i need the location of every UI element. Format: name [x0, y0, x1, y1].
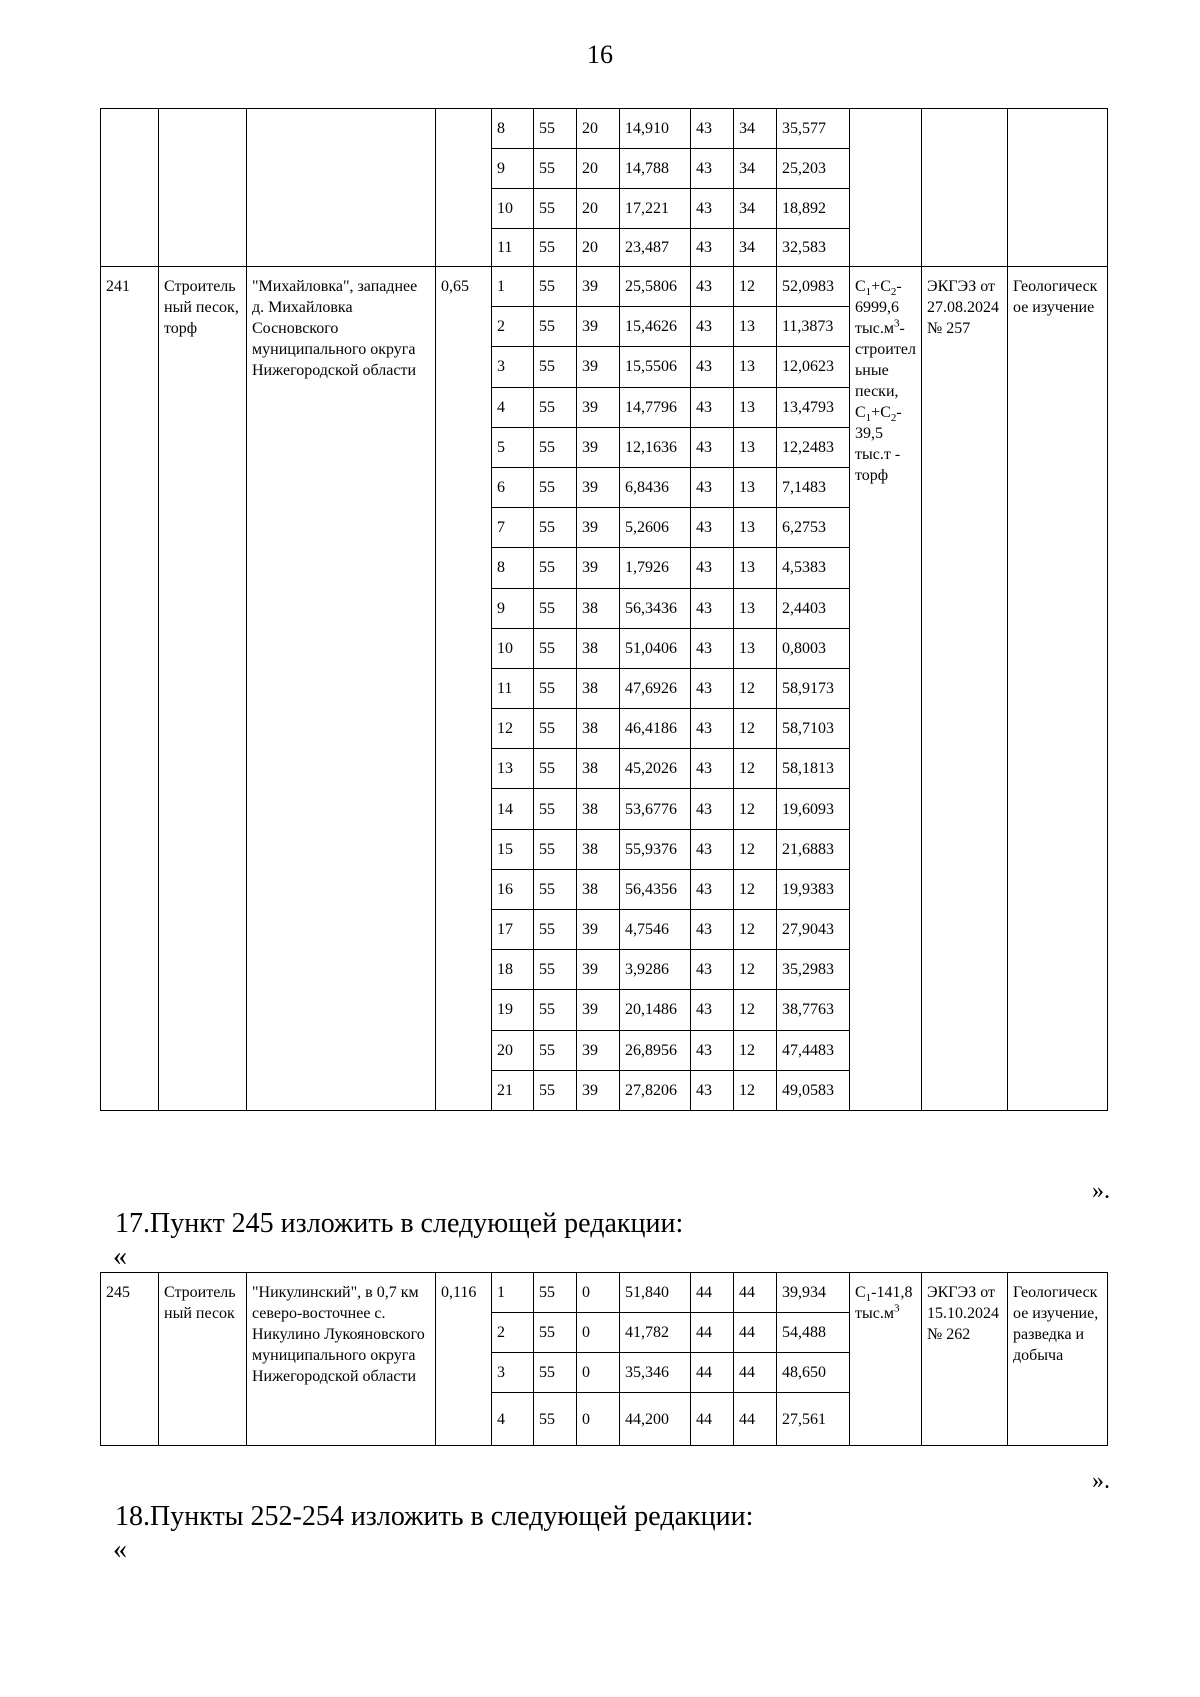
- coord-lon-sec: 25,203: [777, 149, 850, 189]
- coord-lat-sec: 41,782: [620, 1313, 691, 1353]
- closing-quote: ».: [1092, 1178, 1110, 1204]
- coord-lat-min: 20: [577, 229, 620, 267]
- coord-lat-sec: 12,1636: [620, 427, 691, 467]
- coord-lon-sec: 2,4403: [777, 588, 850, 628]
- entry-number: 241: [101, 267, 159, 1111]
- coord-lat-deg: 55: [534, 307, 577, 347]
- coord-point-number: 6: [492, 467, 534, 507]
- coord-lat-deg: 55: [534, 387, 577, 427]
- coord-lat-min: 39: [577, 1030, 620, 1070]
- table-row: [101, 109, 1108, 149]
- coord-lon-min: 13: [734, 307, 777, 347]
- registry-table-1: [100, 108, 1108, 1111]
- coord-lon-sec: 32,583: [777, 229, 850, 267]
- coord-lat-min: 39: [577, 307, 620, 347]
- coord-point-number: 3: [492, 347, 534, 387]
- coord-lat-deg: 55: [534, 1393, 577, 1446]
- reserves-text: 1: [865, 412, 872, 425]
- coord-lat-sec: 20,1486: [620, 990, 691, 1030]
- coord-lon-min: 12: [734, 668, 777, 708]
- mineral-type: Строительный песок, торф: [159, 267, 247, 1111]
- coord-lat-min: 39: [577, 990, 620, 1030]
- coord-lat-sec: 5,2606: [620, 508, 691, 548]
- coord-lon-deg: 43: [691, 307, 734, 347]
- page-number: 16: [587, 40, 613, 69]
- mineral-type: Строительный песок: [159, 1273, 247, 1446]
- coord-point-number: 7: [492, 508, 534, 548]
- coord-lon-sec: 58,7103: [777, 709, 850, 749]
- opening-quote: «: [113, 1534, 127, 1565]
- coord-lon-min: 44: [734, 1273, 777, 1313]
- coord-lat-sec: 51,0406: [620, 628, 691, 668]
- paragraph-17: 17.Пункт 245 изложить в следующей редакции:: [115, 1208, 684, 1239]
- coord-lon-min: 13: [734, 628, 777, 668]
- coord-lon-deg: 43: [691, 467, 734, 507]
- coord-point-number: 9: [492, 149, 534, 189]
- coord-lon-min: 13: [734, 508, 777, 548]
- coord-lat-deg: 55: [534, 109, 577, 149]
- coord-lat-min: 39: [577, 950, 620, 990]
- coord-point-number: 18: [492, 950, 534, 990]
- coord-lon-sec: 27,561: [777, 1393, 850, 1446]
- reserves-text: 2: [890, 412, 897, 425]
- coord-point-number: 4: [492, 387, 534, 427]
- coord-lat-sec: 35,346: [620, 1353, 691, 1393]
- coord-lon-min: 12: [734, 749, 777, 789]
- coord-lat-deg: 55: [534, 588, 577, 628]
- coord-point-number: 3: [492, 1353, 534, 1393]
- coord-lon-deg: 43: [691, 869, 734, 909]
- paragraph-18: 18.Пункты 252-254 изложить в следующей редакции:: [115, 1501, 754, 1532]
- coord-point-number: 12: [492, 709, 534, 749]
- coord-lat-sec: 14,910: [620, 109, 691, 149]
- coord-point-number: 16: [492, 869, 534, 909]
- coord-point-number: 11: [492, 229, 534, 267]
- coord-lat-min: 38: [577, 668, 620, 708]
- coord-lat-sec: 44,200: [620, 1393, 691, 1446]
- coord-lon-deg: 43: [691, 267, 734, 307]
- reserves-text: -141,8 тыс.м: [855, 1284, 913, 1322]
- coord-lon-sec: 7,1483: [777, 467, 850, 507]
- coord-lat-deg: 55: [534, 189, 577, 229]
- empty-cell: [436, 109, 492, 267]
- coord-lat-min: 39: [577, 1070, 620, 1110]
- reserves-text: 3: [893, 1302, 900, 1315]
- coord-lon-deg: 43: [691, 990, 734, 1030]
- coord-lat-sec: 56,4356: [620, 869, 691, 909]
- coord-lon-min: 13: [734, 548, 777, 588]
- coord-lat-sec: 15,5506: [620, 347, 691, 387]
- coord-lon-min: 12: [734, 950, 777, 990]
- coord-lat-deg: 55: [534, 508, 577, 548]
- coord-lat-sec: 3,9286: [620, 950, 691, 990]
- expertise: ЭКГЭЗ от 15.10.2024 № 262: [922, 1273, 1008, 1446]
- reserves-text: +С: [871, 404, 891, 421]
- coord-lon-sec: 35,2983: [777, 950, 850, 990]
- registry-table-2-body: [101, 1273, 1108, 1446]
- coord-lat-min: 20: [577, 189, 620, 229]
- coord-lat-deg: 55: [534, 1273, 577, 1313]
- coord-lat-sec: 4,7546: [620, 910, 691, 950]
- coord-lon-deg: 44: [691, 1393, 734, 1446]
- coord-lat-deg: 55: [534, 347, 577, 387]
- coord-lon-sec: 13,4793: [777, 387, 850, 427]
- coord-point-number: 4: [492, 1393, 534, 1446]
- coord-lon-deg: 43: [691, 588, 734, 628]
- area: 0,116: [436, 1273, 492, 1446]
- empty-cell: [1008, 109, 1108, 267]
- coord-lat-min: 39: [577, 427, 620, 467]
- coord-point-number: 8: [492, 109, 534, 149]
- entry-number: 245: [101, 1273, 159, 1446]
- coord-lat-deg: 55: [534, 749, 577, 789]
- coord-lat-min: 39: [577, 267, 620, 307]
- empty-cell: [922, 109, 1008, 267]
- coord-lat-sec: 14,7796: [620, 387, 691, 427]
- coord-point-number: 17: [492, 910, 534, 950]
- coord-lat-sec: 1,7926: [620, 548, 691, 588]
- coord-lon-min: 12: [734, 990, 777, 1030]
- coord-lon-min: 34: [734, 109, 777, 149]
- coord-lat-deg: 55: [534, 829, 577, 869]
- coord-lat-sec: 27,8206: [620, 1070, 691, 1110]
- coord-lon-sec: 39,934: [777, 1273, 850, 1313]
- coord-lon-sec: 18,892: [777, 189, 850, 229]
- coord-lat-min: 39: [577, 387, 620, 427]
- coord-lat-min: 38: [577, 628, 620, 668]
- coord-lon-min: 12: [734, 1070, 777, 1110]
- closing-quote: ».: [1092, 1468, 1110, 1494]
- coord-lat-sec: 6,8436: [620, 467, 691, 507]
- coord-lat-sec: 46,4186: [620, 709, 691, 749]
- coord-lat-deg: 55: [534, 467, 577, 507]
- coord-lat-deg: 55: [534, 990, 577, 1030]
- coord-lon-deg: 43: [691, 668, 734, 708]
- coord-lon-sec: 58,1813: [777, 749, 850, 789]
- coord-lat-sec: 14,788: [620, 149, 691, 189]
- coord-lon-min: 12: [734, 709, 777, 749]
- empty-cell: [101, 109, 159, 267]
- coord-lon-min: 44: [734, 1353, 777, 1393]
- coord-lat-deg: 55: [534, 267, 577, 307]
- coord-point-number: 8: [492, 548, 534, 588]
- reserves-text: +С: [871, 278, 891, 295]
- coord-lat-sec: 26,8956: [620, 1030, 691, 1070]
- coord-lon-deg: 43: [691, 109, 734, 149]
- coord-lon-min: 44: [734, 1313, 777, 1353]
- coord-lat-min: 20: [577, 109, 620, 149]
- registry-table-1-body: [101, 109, 1108, 1111]
- coord-point-number: 10: [492, 628, 534, 668]
- reserves-text: С: [855, 278, 866, 295]
- reserves: [850, 1273, 922, 1446]
- coord-point-number: 2: [492, 307, 534, 347]
- coord-point-number: 9: [492, 588, 534, 628]
- coord-lon-min: 12: [734, 789, 777, 829]
- coord-lon-deg: 43: [691, 347, 734, 387]
- coord-lon-min: 34: [734, 149, 777, 189]
- coord-lat-sec: 25,5806: [620, 267, 691, 307]
- coord-point-number: 5: [492, 427, 534, 467]
- coord-lat-min: 39: [577, 347, 620, 387]
- coord-lat-sec: 56,3436: [620, 588, 691, 628]
- coord-lat-min: 0: [577, 1393, 620, 1446]
- coord-point-number: 1: [492, 267, 534, 307]
- coord-lat-deg: 55: [534, 1353, 577, 1393]
- coord-lat-deg: 55: [534, 1070, 577, 1110]
- coord-lat-min: 38: [577, 588, 620, 628]
- coord-lat-deg: 55: [534, 709, 577, 749]
- coord-lat-deg: 55: [534, 869, 577, 909]
- coord-lon-min: 12: [734, 910, 777, 950]
- coord-lat-sec: 47,6926: [620, 668, 691, 708]
- coord-lon-min: 12: [734, 869, 777, 909]
- coord-lon-deg: 43: [691, 789, 734, 829]
- coord-lon-deg: 43: [691, 548, 734, 588]
- coord-lat-sec: 53,6776: [620, 789, 691, 829]
- coord-lon-min: 34: [734, 229, 777, 267]
- coord-point-number: 14: [492, 789, 534, 829]
- coord-lat-min: 38: [577, 709, 620, 749]
- coord-lat-min: 39: [577, 548, 620, 588]
- coord-lon-sec: 27,9043: [777, 910, 850, 950]
- reserves-text: С: [855, 1284, 866, 1301]
- coord-lat-deg: 55: [534, 149, 577, 189]
- coord-point-number: 13: [492, 749, 534, 789]
- coord-lat-min: 38: [577, 829, 620, 869]
- coord-lat-min: 39: [577, 508, 620, 548]
- coord-lon-deg: 43: [691, 1030, 734, 1070]
- coord-lon-min: 12: [734, 829, 777, 869]
- opening-quote: «: [113, 1241, 127, 1272]
- location: "Михайловка", западнее д. Михайловка Сосновского муниципального округа Нижегородской области: [247, 267, 436, 1111]
- area: 0,65: [436, 267, 492, 1111]
- coord-lon-sec: 4,5383: [777, 548, 850, 588]
- coord-lon-min: 13: [734, 347, 777, 387]
- coord-lon-sec: 52,0983: [777, 267, 850, 307]
- coord-lat-deg: 55: [534, 1313, 577, 1353]
- coord-lon-sec: 35,577: [777, 109, 850, 149]
- empty-cell: [850, 109, 922, 267]
- coord-lon-deg: 43: [691, 628, 734, 668]
- coord-lon-sec: 6,2753: [777, 508, 850, 548]
- coord-lat-min: 38: [577, 869, 620, 909]
- reserves: [850, 267, 922, 1111]
- coord-lon-deg: 44: [691, 1353, 734, 1393]
- purpose: Геологическое изучение, разведка и добыча: [1008, 1273, 1108, 1446]
- reserves-text: 2: [890, 286, 897, 299]
- coord-lat-sec: 23,487: [620, 229, 691, 267]
- coord-lon-min: 13: [734, 467, 777, 507]
- coord-point-number: 19: [492, 990, 534, 1030]
- coord-lon-deg: 43: [691, 508, 734, 548]
- coord-lon-sec: 0,8003: [777, 628, 850, 668]
- reserves-text: -39,5 тыс.т - торф: [855, 404, 902, 484]
- coord-lat-sec: 15,4626: [620, 307, 691, 347]
- coord-lon-deg: 43: [691, 749, 734, 789]
- coord-lon-deg: 43: [691, 910, 734, 950]
- coord-lon-deg: 43: [691, 950, 734, 990]
- coord-point-number: 15: [492, 829, 534, 869]
- coord-lat-deg: 55: [534, 910, 577, 950]
- coord-lon-sec: 19,9383: [777, 869, 850, 909]
- coord-point-number: 2: [492, 1313, 534, 1353]
- purpose: Геологическое изучение: [1008, 267, 1108, 1111]
- reserves-text: 3: [893, 317, 900, 330]
- coord-lat-min: 0: [577, 1313, 620, 1353]
- reserves-text: -6999,6 тыс.м: [855, 278, 902, 337]
- coord-lon-sec: 21,6883: [777, 829, 850, 869]
- reserves-text: 1: [865, 1292, 872, 1305]
- coord-lon-deg: 43: [691, 709, 734, 749]
- coord-lat-sec: 51,840: [620, 1273, 691, 1313]
- coord-lat-deg: 55: [534, 229, 577, 267]
- coord-lat-min: 39: [577, 910, 620, 950]
- coord-lon-deg: 43: [691, 829, 734, 869]
- coord-lon-sec: 58,9173: [777, 668, 850, 708]
- coord-lon-min: 12: [734, 1030, 777, 1070]
- coord-lon-sec: 12,2483: [777, 427, 850, 467]
- coord-lon-deg: 43: [691, 427, 734, 467]
- coord-lon-deg: 43: [691, 229, 734, 267]
- coord-lat-min: 38: [577, 749, 620, 789]
- coord-lat-deg: 55: [534, 1030, 577, 1070]
- coord-point-number: 20: [492, 1030, 534, 1070]
- coord-point-number: 21: [492, 1070, 534, 1110]
- coord-lat-deg: 55: [534, 789, 577, 829]
- coord-lat-deg: 55: [534, 548, 577, 588]
- reserves-text: 1: [865, 286, 872, 299]
- coord-lon-sec: 47,4483: [777, 1030, 850, 1070]
- coord-point-number: 1: [492, 1273, 534, 1313]
- coord-lat-deg: 55: [534, 668, 577, 708]
- coord-point-number: 10: [492, 189, 534, 229]
- coord-point-number: 11: [492, 668, 534, 708]
- coord-lat-deg: 55: [534, 950, 577, 990]
- coord-lon-min: 12: [734, 267, 777, 307]
- coord-lat-sec: 55,9376: [620, 829, 691, 869]
- coord-lon-sec: 54,488: [777, 1313, 850, 1353]
- coord-lat-deg: 55: [534, 427, 577, 467]
- coord-lon-sec: 11,3873: [777, 307, 850, 347]
- coord-lon-sec: 12,0623: [777, 347, 850, 387]
- coord-lon-deg: 43: [691, 189, 734, 229]
- coord-lat-sec: 17,221: [620, 189, 691, 229]
- location: "Никулинский", в 0,7 км северо-восточнее с. Никулино Лукояновского муниципального округа Нижегородской области: [247, 1273, 436, 1446]
- coord-lon-sec: 48,650: [777, 1353, 850, 1393]
- empty-cell: [247, 109, 436, 267]
- empty-cell: [159, 109, 247, 267]
- registry-table-2: [100, 1272, 1108, 1446]
- coord-lat-min: 38: [577, 789, 620, 829]
- coord-lon-sec: 38,7763: [777, 990, 850, 1030]
- coord-lon-min: 34: [734, 189, 777, 229]
- coord-lon-deg: 44: [691, 1313, 734, 1353]
- coord-lat-min: 0: [577, 1273, 620, 1313]
- coord-lat-sec: 45,2026: [620, 749, 691, 789]
- coord-lon-min: 44: [734, 1393, 777, 1446]
- coord-lon-deg: 44: [691, 1273, 734, 1313]
- coord-lon-min: 13: [734, 427, 777, 467]
- coord-lat-deg: 55: [534, 628, 577, 668]
- table-row: [101, 1273, 1108, 1313]
- coord-lon-sec: 49,0583: [777, 1070, 850, 1110]
- reserves-text: -строительные пески, С: [855, 320, 916, 421]
- coord-lat-min: 0: [577, 1353, 620, 1393]
- table-row: [101, 267, 1108, 307]
- coord-lon-deg: 43: [691, 387, 734, 427]
- coord-lon-sec: 19,6093: [777, 789, 850, 829]
- coord-lon-deg: 43: [691, 149, 734, 189]
- coord-lat-min: 20: [577, 149, 620, 189]
- coord-lon-min: 13: [734, 387, 777, 427]
- coord-lat-min: 39: [577, 467, 620, 507]
- coord-lon-min: 13: [734, 588, 777, 628]
- coord-lon-deg: 43: [691, 1070, 734, 1110]
- expertise: ЭКГЭЗ от 27.08.2024 № 257: [922, 267, 1008, 1111]
